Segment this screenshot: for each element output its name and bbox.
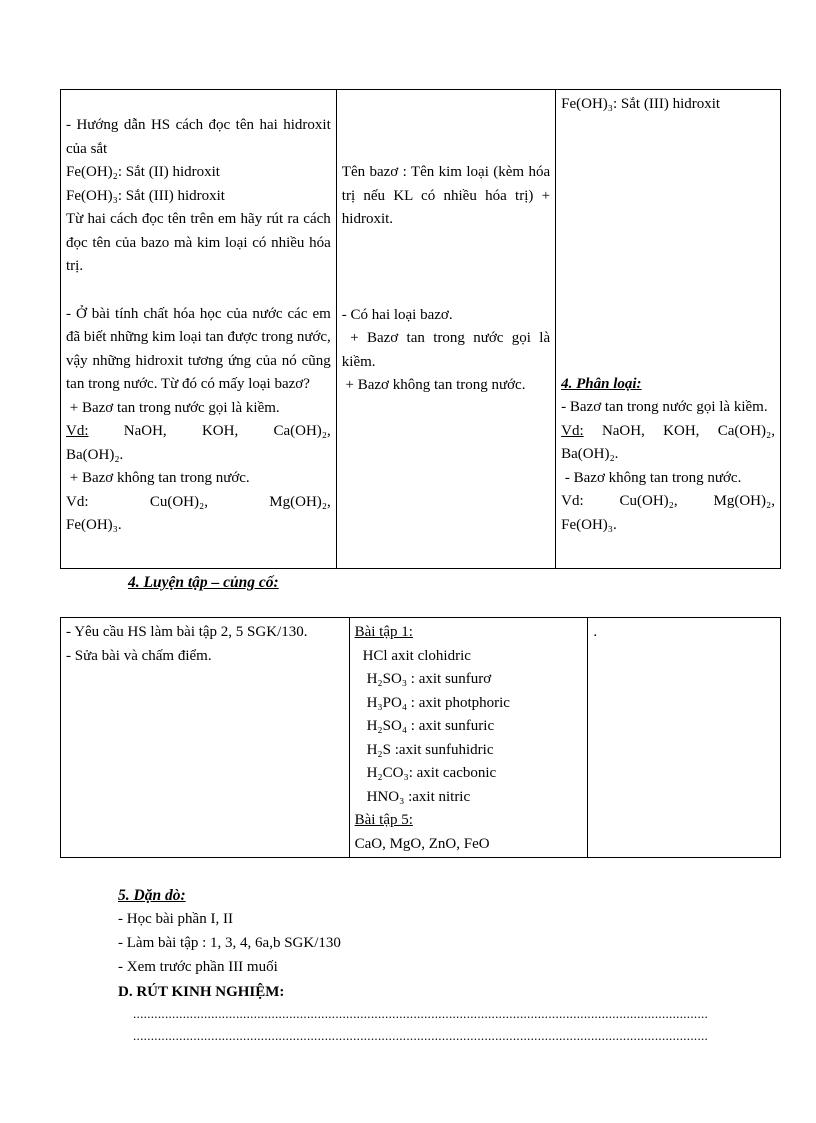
base-types-question: - Ở bài tính chất hóa học của nước các em đã biết những kim loại tan được trong nước, vậy những hidroxit tương ứng của nó cũng tan trong nước. Từ đó có mấy loại bazơ? <box>66 305 331 392</box>
example-soluble <box>561 420 775 467</box>
notes-line: .................................................................................................................................................................. <box>133 1006 709 1021</box>
section-5-heading: 5. Dặn dò: <box>118 887 186 904</box>
teacher-activity-cell <box>61 90 337 569</box>
insoluble-definition: - Bazơ không tan trong nước. <box>561 469 742 486</box>
acid-name: H₂SO₃ : axit sunfurơ <box>366 671 492 687</box>
acid-name: HCl axit clohidric <box>362 647 471 664</box>
activity-table <box>60 89 781 569</box>
fe-oh2-name: Fe(OH)₂: Sắt (II) hidroxit <box>66 164 220 180</box>
exercise-1-title: Bài tập 1: <box>354 624 413 640</box>
content-cell <box>556 90 781 569</box>
example-label: Vd: <box>561 422 584 439</box>
table-row <box>61 90 781 569</box>
homework-item: - Làm bài tập : 1, 3, 4, 6a,b SGK/130 <box>118 935 341 951</box>
exercise-5-title: Bài tập 5: <box>354 812 413 828</box>
grading-note: - Sửa bài và chấm điểm. <box>66 647 212 664</box>
student-activity-cell <box>349 618 588 858</box>
teacher-instruction: - Hướng dẫn HS cách đọc tên hai hidroxit của sắt <box>66 117 331 157</box>
acid-name: H₂CO₃: axit cacbonic <box>366 765 497 781</box>
example-text: Cu(OH)₂, Mg(OH)₂, Fe(OH)₃. <box>66 493 331 533</box>
section-4-heading: 4. Luyện tập – củng cố: <box>128 574 279 591</box>
example-text: NaOH, KOH, Ca(OH)₂, Ba(OH)₂. <box>561 422 776 462</box>
example-insoluble <box>561 490 775 537</box>
example-text: NaOH, KOH, Ca(OH)₂, Ba(OH)₂. <box>66 423 331 463</box>
student-activity-cell <box>336 90 555 569</box>
example-label: Vd: <box>66 493 89 510</box>
acid-name: H₂S :axit sunfuhidric <box>366 741 494 758</box>
notes-line: .................................................................................................................................................................. <box>133 1028 709 1043</box>
classification-heading: 4. Phân loại: <box>561 375 642 392</box>
example-label: Vd: <box>66 423 89 439</box>
section-d-heading: D. RÚT KINH NGHIỆM: <box>118 984 285 1000</box>
example-text: Cu(OH)₂, Mg(OH)₂, Fe(OH)₃. <box>561 493 775 533</box>
teacher-activity-cell <box>61 618 350 858</box>
acid-name: H₂SO₄ : axit sunfuric <box>366 718 495 734</box>
soluble-answer: + Bazơ tan trong nước gọi là kiềm. <box>341 330 554 370</box>
homework-item: - Học bài phần I, II <box>118 911 233 927</box>
example-insoluble <box>66 491 331 538</box>
example-soluble <box>66 420 331 467</box>
content-text: . <box>593 624 598 640</box>
exercise-assignment: - Yêu cầu HS làm bài tập 2, 5 SGK/130. <box>66 624 308 640</box>
table-row <box>61 618 781 858</box>
fe-oh3-name: Fe(OH)₃: Sắt (III) hidroxit <box>66 187 225 204</box>
two-base-types: - Có hai loại bazơ. <box>341 306 453 323</box>
exercise-table <box>60 617 781 858</box>
naming-rule: Tên bazơ : Tên kim loại (kèm hóa trị nếu KL có nhiều hóa trị) + hidroxit. <box>341 164 551 227</box>
content-cell <box>588 618 781 858</box>
soluble-base-note: + Bazơ tan trong nước gọi là kiềm. <box>66 399 280 416</box>
example-label: Vd: <box>561 493 584 509</box>
exercise-5-answer: CaO, MgO, ZnO, FeO <box>354 835 490 852</box>
acid-name: H₃PO₄ : axit photphoric <box>366 694 510 711</box>
naming-question: Từ hai cách đọc tên trên em hãy rút ra cách đọc tên của bazo mà kim loại có nhiều hóa trị. <box>66 211 331 274</box>
insoluble-base-note: + Bazơ không tan trong nước. <box>66 470 250 486</box>
fe-oh3-name: Fe(OH)₃: Sắt (III) hidroxit <box>561 96 721 112</box>
homework-item: - Xem trước phần III muối <box>118 959 278 975</box>
soluble-definition: - Bazơ tan trong nước gọi là kiềm. <box>561 399 768 415</box>
insoluble-answer: + Bazơ không tan trong nước. <box>341 377 526 393</box>
acid-name: HNO₃ :axit nitric <box>366 788 471 805</box>
